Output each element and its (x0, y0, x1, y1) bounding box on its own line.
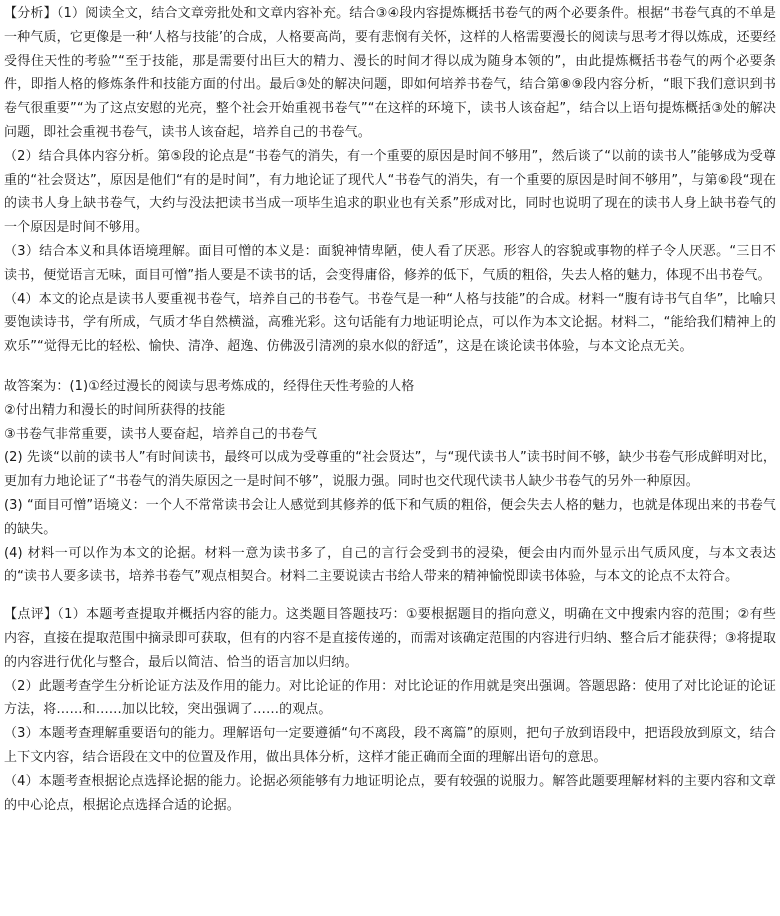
comment-paragraph-1: 【点评】（1）本题考查提取并概括内容的能力。这类题目答题技巧：①要根据题目的指向意义，明确在文中搜索内容的范围；②有些内容，直接在提取范围中摘录即可获取，但有的内容不是直接传递的，而需对该确定范围的内容进行归纳、整合后才能获得；③将提取的内容进行优化与整合，最后以简洁、恰当的语言加以归纳。 (4, 607, 776, 670)
answer-paragraph-6: (4) 材料一可以作为本文的论据。材料一意为读书多了，自己的言行会受到书的浸染，便会由内而外显示出气质风度，与本文表达的“读书人要多读书，培养书卷气”观点相契合。材料二主要说读古书给人带来的精神愉悦即读书体验，与本文的论点不太符合。 (4, 545, 776, 585)
answer-section (4, 375, 776, 589)
analysis-paragraph-2: （2）结合具体内容分析。第⑤段的论点是“书卷气的消失，有一个重要的原因是时间不够用”，然后谈了“以前的读书人”能够成为受尊重的“社会贤达”，原因是他们“有的是时间”，有力地论证了现代人“书卷气的消失，有一个重要的原因是时间不够用”，与第⑥段“现在的读书人身上缺书卷气，大约与没法把读书当成一项毕生追求的职业也有关系”形成对比，同时也说明了现在的读书人身上缺书卷气的一个原因是时间不够用。 (4, 148, 776, 236)
answer-paragraph-1: 故答案为：(1)①经过漫长的阅读与思考炼成的，经得住天性考验的人格 (4, 378, 415, 394)
analysis-section (4, 2, 776, 359)
answer-paragraph-4: (2) 先谈“以前的读书人”有时间读书，最终可以成为受尊重的“社会贤达”，与“现代读书人”读书时间不够，缺少书卷气形成鲜明对比，更加有力地论证了“书卷气的消失原因之一是时间不够”，说服力强。同时也交代现代读书人缺少书卷气的另外一种原因。 (4, 450, 776, 490)
analysis-paragraph-1: 【分析】（1）阅读全文，结合文章旁批处和文章内容补充。结合③④段内容提炼概括书卷气的两个必要条件。根据“书卷气真的不单是一种气质，它更像是一种‘人格与技能’的合成，人格要高尚，要有悲悯有关怀，这样的人格需要漫长的阅读与思考才得以炼成，还要经受得住天性的考验”“至于技能，那是需要付出巨大的精力、漫长的时间才得以成为随身本领的”，由此提炼概括书卷气的两个必要条件，即指人格的修炼条件和技能方面的付出。最后③处的解决问题，即如何培养书卷气，结合第⑧⑨段内容分析，“眼下我们意识到书卷气很重要”“为了这点安慰的光亮，整个社会开始重视书卷气”“在这样的环境下，读书人该奋起”，结合以上语句提炼概括③处的解决问题，即社会重视书卷气，读书人该奋起，培养自己的书卷气。 (4, 6, 776, 140)
comment-section (4, 603, 776, 817)
comment-paragraph-4: （4）本题考查根据论点选择论据的能力。论据必须能够有力地证明论点，要有较强的说服力。解答此题要理解材料的主要内容和文章的中心论点，根据论点选择合适的论据。 (4, 773, 776, 813)
analysis-paragraph-3: （3）结合本义和具体语境理解。面目可憎的本义是：面貌神情卑陋，使人看了厌恶。形容人的容貌或事物的样子令人厌恶。“三日不读书，便觉语言无味，面目可憎”指人要是不读书的话，会变得庸俗，修养的低下，气质的粗俗，失去人格的魅力，体现不出书卷气。 (4, 243, 776, 283)
comment-paragraph-3: （3）本题考查理解重要语句的能力。理解语句一定要遵循“句不离段，段不离篇”的原则，把句子放到语段中，把语段放到原文，结合上下文内容，结合语段在文中的位置及作用，做出具体分析，这样才能正确而全面的理解出语句的意思。 (4, 726, 776, 765)
answer-paragraph-2: ②付出精力和漫长的时间所获得的技能 (4, 402, 226, 418)
answer-paragraph-3: ③书卷气非常重要，读书人要奋起，培养自己的书卷气 (4, 426, 318, 442)
answer-paragraph-5: (3) “面目可憎”语境义：一个人不常常读书会让人感觉到其修养的低下和气质的粗俗，便会失去人格的魅力，也就是体现出来的书卷气的缺失。 (4, 497, 776, 537)
comment-paragraph-2: （2）此题考查学生分析论证方法及作用的能力。对比论证的作用：对比论证的作用就是突出强调。答题思路：使用了对比论证的论证方法，将……和……加以比较，突出强调了……的观点。 (4, 678, 776, 718)
analysis-paragraph-4: （4）本文的论点是读书人要重视书卷气，培养自己的书卷气。书卷气是一种“人格与技能”的合成。材料一“腹有诗书气自华”，比喻只要饱读诗书，学有所成，气质才华自然横溢，高雅光彩。这句话能有力地证明论点，可以作为本文论据。材料二，“能给我们精神上的欢乐”“觉得无比的轻松、愉快、清净、超逸、仿佛汲引清冽的泉水似的舒适”，这是在谈论读书体验，与本文论点无关。 (4, 291, 776, 355)
